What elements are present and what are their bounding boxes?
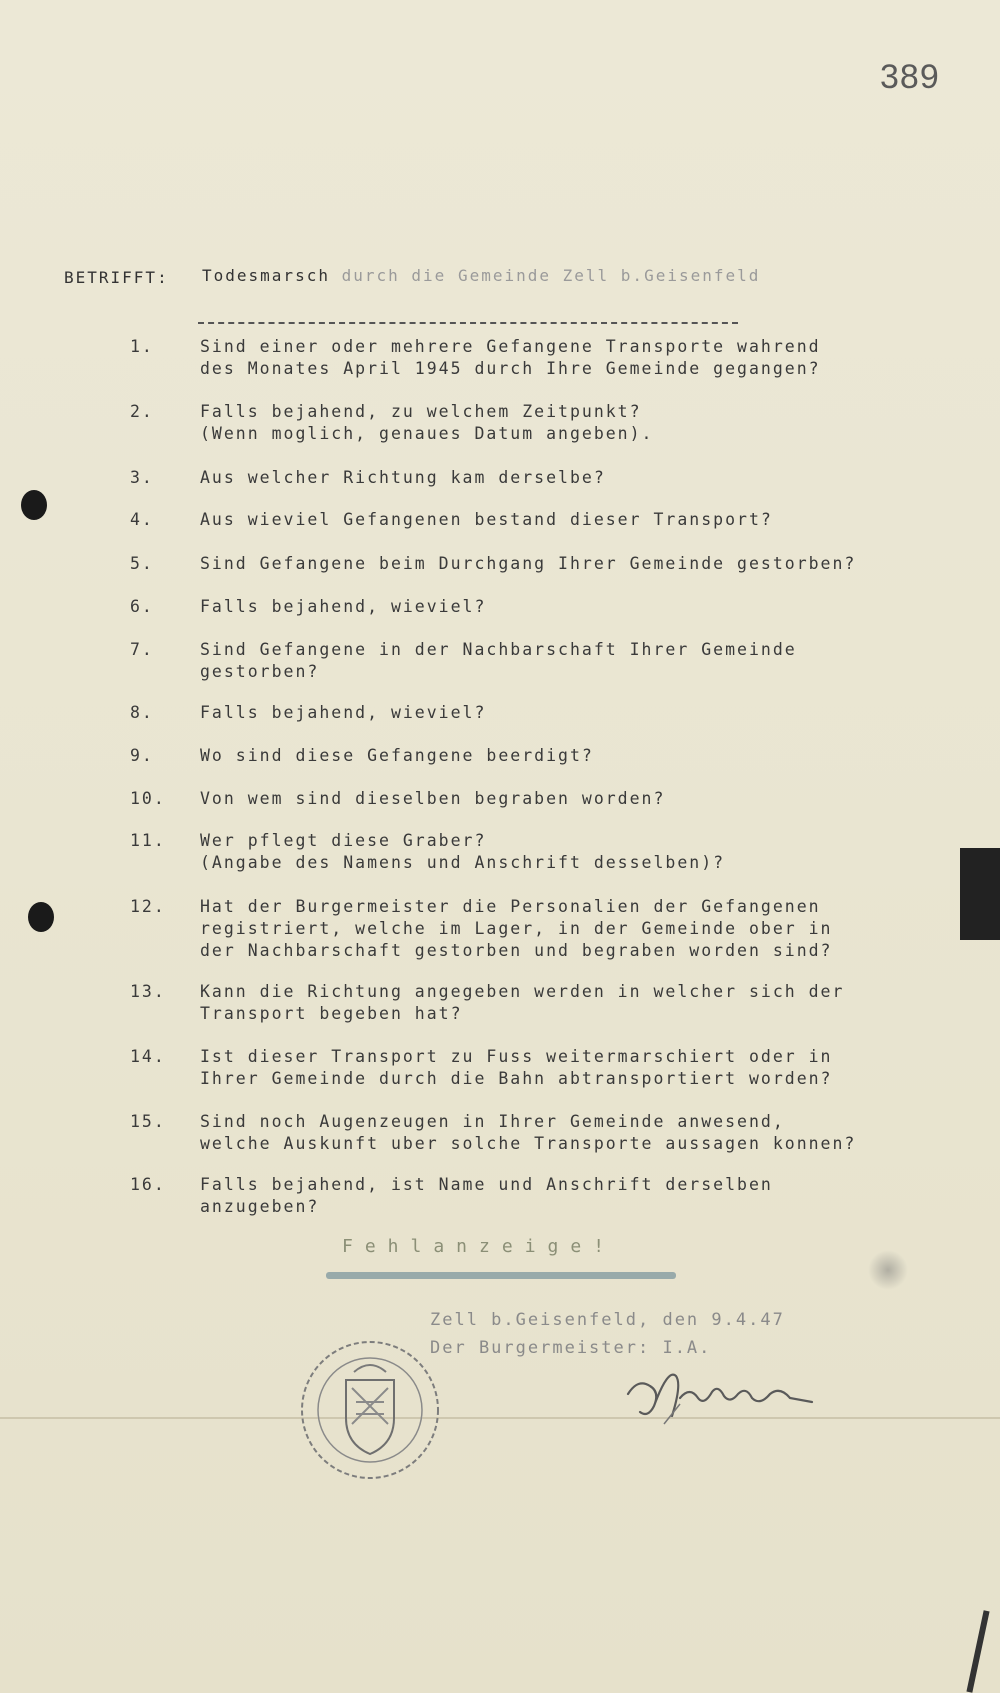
question-number: 12. — [130, 897, 166, 916]
question-text: Aus wieviel Gefangenen bestand dieser Transport? — [200, 510, 773, 529]
question-number: 15. — [130, 1112, 166, 1131]
question-number: 7. — [130, 640, 154, 659]
question-number: 6. — [130, 597, 154, 616]
municipal-seal-icon — [296, 1336, 444, 1484]
nil-return-underline — [326, 1272, 676, 1279]
handwritten-signature-icon — [620, 1358, 820, 1428]
question-text: Wer pflegt diese Graber? (Angabe des Namens und Anschrift desselben)? — [200, 831, 726, 872]
corner-tear — [966, 1610, 989, 1692]
question-number: 3. — [130, 468, 154, 487]
subject-label: BETRIFFT: — [64, 268, 169, 287]
question-number: 2. — [130, 402, 154, 421]
question-text: Ist dieser Transport zu Fuss weitermarschiert oder in Ihrer Gemeinde durch die Bahn abtransportiert worden? — [200, 1047, 833, 1088]
question-number: 5. — [130, 554, 154, 573]
subject-main: Todesmarsch — [202, 266, 330, 285]
question-text: Sind Gefangene beim Durchgang Ihrer Gemeinde gestorben? — [200, 554, 857, 573]
question-text: Von wem sind dieselben begraben worden? — [200, 789, 666, 808]
question-number: 8. — [130, 703, 154, 722]
question-text: Sind noch Augenzeugen in Ihrer Gemeinde anwesend, welche Auskunft uber solche Transporte aussagen konnen? — [200, 1112, 857, 1153]
signatory-role: Der Burgermeister: I.A. — [430, 1338, 712, 1358]
subject-underline — [198, 322, 738, 324]
question-text: Aus welcher Richtung kam derselbe? — [200, 468, 606, 487]
question-text: Hat der Burgermeister die Personalien der Gefangenen registriert, welche im Lager, in der Gemeinde ober in der Nachbarschaft gestorben und begraben worden sind? — [200, 897, 833, 960]
question-number: 11. — [130, 831, 166, 850]
question-text: Wo sind diese Gefangene beerdigt? — [200, 746, 594, 765]
question-number: 10. — [130, 789, 166, 808]
page-number: 389 — [880, 58, 940, 96]
subject-text — [202, 266, 760, 285]
question-text: Falls bejahend, zu welchem Zeitpunkt? (Wenn moglich, genaues Datum angeben). — [200, 402, 654, 443]
paper-fold — [0, 1417, 1000, 1419]
punch-hole — [28, 902, 54, 932]
question-text: Falls bejahend, wieviel? — [200, 597, 487, 616]
question-text: Falls bejahend, ist Name und Anschrift derselben anzugeben? — [200, 1175, 773, 1216]
question-number: 1. — [130, 337, 154, 356]
question-number: 4. — [130, 510, 154, 529]
place-date: Zell b.Geisenfeld, den 9.4.47 — [430, 1310, 785, 1330]
subject-faded: durch die Gemeinde Zell b.Geisenfeld — [341, 266, 761, 285]
binder-clip-mark — [960, 848, 1000, 940]
punch-hole — [21, 490, 47, 520]
ink-smudge — [868, 1250, 908, 1290]
question-number: 13. — [130, 982, 166, 1001]
question-text: Falls bejahend, wieviel? — [200, 703, 487, 722]
question-text: Sind einer oder mehrere Gefangene Transporte wahrend des Monates April 1945 durch Ihre Gemeinde gegangen? — [200, 337, 821, 378]
question-text: Kann die Richtung angegeben werden in welcher sich der Transport begeben hat? — [200, 982, 845, 1023]
question-text: Sind Gefangene in der Nachbarschaft Ihrer Gemeinde gestorben? — [200, 640, 797, 681]
question-number: 16. — [130, 1175, 166, 1194]
question-number: 14. — [130, 1047, 166, 1066]
question-number: 9. — [130, 746, 154, 765]
nil-return-stamp: Fehlanzeige! — [342, 1236, 617, 1257]
